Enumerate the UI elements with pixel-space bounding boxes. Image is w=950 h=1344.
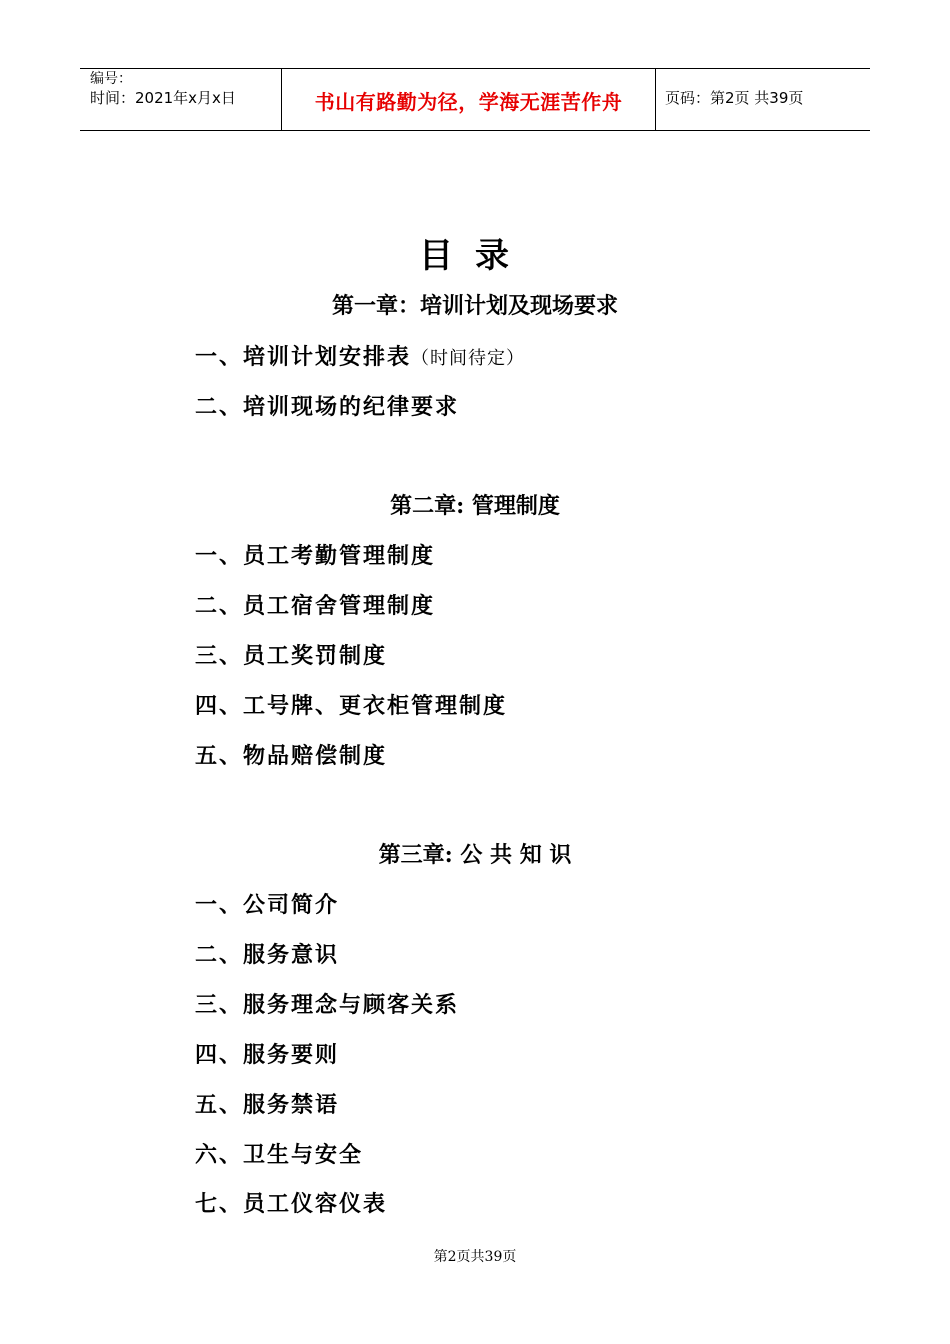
toc-item-note: （时间待定） (411, 348, 526, 369)
toc-item: 四、工号牌、更衣柜管理制度 (195, 693, 508, 719)
toc-item: 二、员工宿舍管理制度 (195, 593, 436, 619)
toc-item: 六、卫生与安全 (195, 1142, 364, 1168)
page-footer: 第2页共39页 (433, 1249, 517, 1265)
chapter-2-title: 第二章: 管理制度 (390, 493, 560, 519)
header-page-number: 页码：第2页 共39页 (665, 89, 804, 107)
toc-item: 一、员工考勤管理制度 (195, 543, 436, 569)
toc-item (195, 340, 525, 371)
toc-item: 一、公司简介 (195, 892, 340, 918)
toc-item: 二、服务意识 (195, 942, 340, 968)
toc-item: 二、培训现场的纪律要求 (195, 394, 460, 420)
toc-item: 四、服务要则 (195, 1042, 340, 1068)
header-motto-cell (281, 69, 656, 130)
toc-item: 三、服务理念与顾客关系 (195, 992, 460, 1018)
document-code-label: 编号： (90, 71, 132, 87)
toc-item: 五、服务禁语 (195, 1092, 340, 1118)
header-meta-cell (80, 69, 281, 130)
chapter-3-title: 第三章: 公 共 知 识 (378, 842, 572, 868)
toc-item-label: 一、培训计划安排表 (195, 344, 412, 370)
document-date: 时间：2021年x月x日 (90, 89, 236, 107)
toc-title: 目录 (419, 236, 531, 276)
header-page-cell (655, 69, 870, 130)
header-motto: 书山有路勤为径，学海无涯苦作舟 (314, 90, 623, 114)
chapter-1-title: 第一章：培训计划及现场要求 (331, 293, 618, 319)
toc-item: 三、员工奖罚制度 (195, 643, 388, 669)
toc-item: 七、员工仪容仪表 (195, 1191, 388, 1217)
page-header (80, 68, 870, 131)
toc-item: 五、物品赔偿制度 (195, 743, 388, 769)
